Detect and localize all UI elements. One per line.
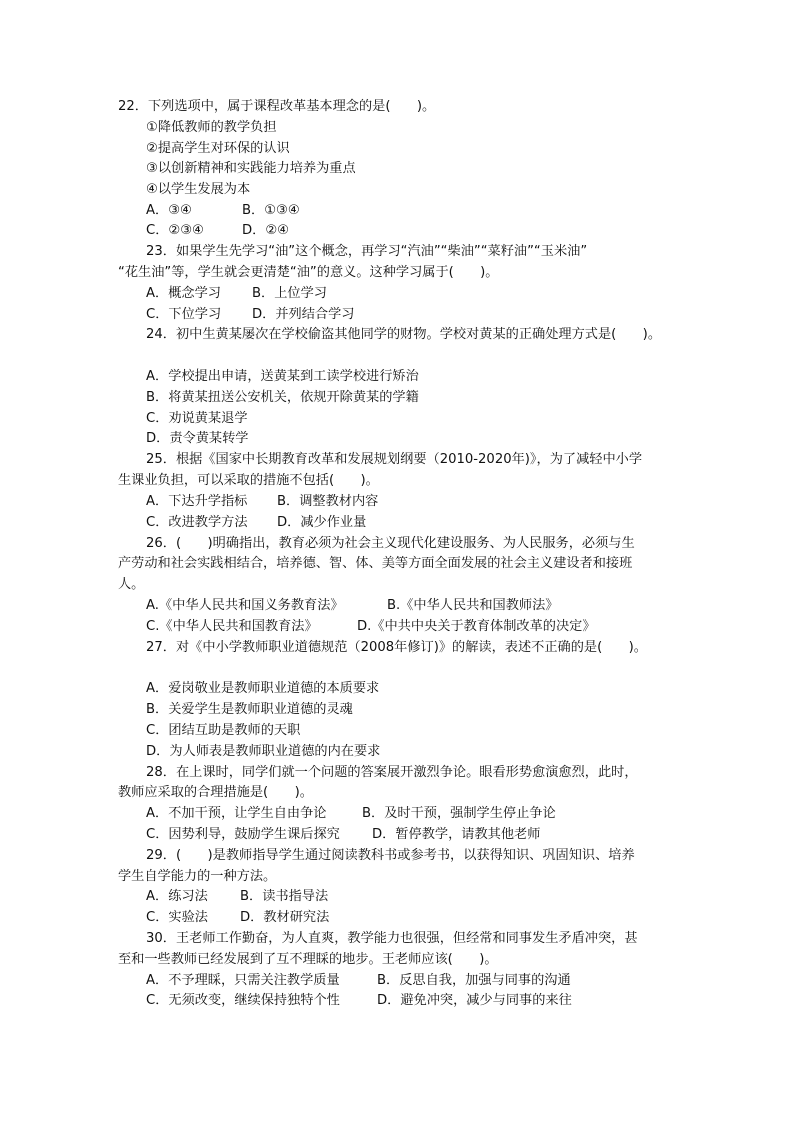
q26-stem-line-1: 26．( )明确指出，教育必须为社会主义现代化建设服务、为人民服务，必须与生 xyxy=(146,536,635,551)
q22-option-d[interactable]: D．②④ xyxy=(242,223,289,238)
q25-option-a[interactable]: A．下达升学指标 xyxy=(146,494,248,509)
q29-options-row-2 xyxy=(146,908,726,928)
q22-option-c[interactable]: C．②③④ xyxy=(146,223,204,238)
q23-option-c[interactable]: C．下位学习 xyxy=(146,307,222,322)
q30-options-row-2 xyxy=(146,991,726,1011)
q27-stem: 27．对《中小学教师职业道德规范（2008年修订)》的解读，表述不正确的是( )。 xyxy=(146,640,647,655)
q26-option-a[interactable]: A.《中华人民共和国义务教育法》 xyxy=(146,598,344,613)
q27-option-d[interactable]: D．为人师表是教师职业道德的内在要求 xyxy=(146,744,381,759)
q26-option-d[interactable]: D.《中共中央关于教育体制改革的决定》 xyxy=(357,619,596,634)
q29-stem-line-1: 29．( )是教师指导学生通过阅读教科书或参考书，以获得知识、巩固知识、培养 xyxy=(146,848,635,863)
q22-stem: 22．下列选项中，属于课程改革基本理念的是( )。 xyxy=(118,99,436,114)
q23-stem-line-1: 23．如果学生先学习“油”这个概念，再学习“汽油”“柴油”“菜籽油”“玉米油” xyxy=(146,244,588,259)
q28-option-a[interactable]: A．不加干预，让学生自由争论 xyxy=(146,806,327,821)
q24-option-c[interactable]: C．劝说黄某退学 xyxy=(146,411,248,426)
q24-stem: 24．初中生黄某屡次在学校偷盗其他同学的财物。学校对黄某的正确处理方式是( )。 xyxy=(146,327,662,342)
q30-stem-line-2: 至和一些教师已经发展到了互不理睬的地步。王老师应该( )。 xyxy=(118,952,498,967)
q22-statement-4: ④以学生发展为本 xyxy=(146,182,251,197)
q30-option-c[interactable]: C．无须改变，继续保持独特个性 xyxy=(146,993,340,1008)
q25-options-row-1 xyxy=(146,492,726,512)
q28-option-d[interactable]: D．暂停教学，请教其他老师 xyxy=(372,827,541,842)
q29-options-row-1 xyxy=(146,887,726,907)
q25-options-row-2 xyxy=(146,513,726,533)
q25-stem-line-1: 25．根据《国家中长期教育改革和发展规划纲要（2010-2020年)》，为了减轻中小学 xyxy=(146,452,643,467)
q26-option-b[interactable]: B.《中华人民共和国教师法》 xyxy=(387,598,559,613)
q29-option-a[interactable]: A．练习法 xyxy=(146,889,208,904)
q29-option-b[interactable]: B．读书指导法 xyxy=(240,889,329,904)
q25-option-c[interactable]: C．改进教学方法 xyxy=(146,515,248,530)
q26-options-row-2 xyxy=(146,617,726,637)
q23-options-row-1 xyxy=(146,284,726,304)
q30-option-a[interactable]: A．不予理睬，只需关注教学质量 xyxy=(146,973,340,988)
q28-option-c[interactable]: C．因势利导，鼓励学生课后探究 xyxy=(146,827,340,842)
q28-option-b[interactable]: B．及时干预，强制学生停止争论 xyxy=(362,806,556,821)
q25-option-d[interactable]: D．减少作业量 xyxy=(277,515,367,530)
q23-option-d[interactable]: D．并列结合学习 xyxy=(252,307,355,322)
q25-option-b[interactable]: B．调整教材内容 xyxy=(277,494,379,509)
q30-option-b[interactable]: B．反思自我，加强与同事的沟通 xyxy=(377,973,571,988)
q23-option-a[interactable]: A．概念学习 xyxy=(146,286,221,301)
q22-options-row-2 xyxy=(146,221,726,241)
q26-options-row-1 xyxy=(146,596,726,616)
q22-statement-3: ③以创新精神和实践能力培养为重点 xyxy=(146,161,356,176)
q25-stem-line-2: 生课业负担，可以采取的措施不包括( )。 xyxy=(118,473,379,488)
q26-option-c[interactable]: C.《中华人民共和国教育法》 xyxy=(146,619,318,634)
q30-stem-line-1: 30．王老师工作勤奋，为人直爽，教学能力也很强，但经常和同事发生矛盾冲突，甚 xyxy=(146,931,638,946)
q23-stem-line-2: “花生油”等，学生就会更清楚“油”的意义。这种学习属于( )。 xyxy=(118,265,499,280)
q28-options-row-2 xyxy=(146,825,726,845)
q22-option-b[interactable]: B．①③④ xyxy=(242,203,300,218)
q28-stem-line-2: 教师应采取的合理措施是( )。 xyxy=(118,785,313,800)
q24-option-a[interactable]: A．学校提出申请，送黄某到工读学校进行矫治 xyxy=(146,369,419,384)
q30-option-d[interactable]: D．避免冲突，减少与同事的来往 xyxy=(377,993,572,1008)
q26-stem-line-3: 人。 xyxy=(118,577,145,592)
q23-option-b[interactable]: B．上位学习 xyxy=(252,286,327,301)
q26-stem-line-2: 产劳动和社会实践相结合，培养德、智、体、美等方面全面发展的社会主义建设者和接班 xyxy=(118,556,633,571)
q29-option-d[interactable]: D．教材研究法 xyxy=(240,910,330,925)
q27-option-a[interactable]: A．爱岗敬业是教师职业道德的本质要求 xyxy=(146,681,380,696)
q29-option-c[interactable]: C．实验法 xyxy=(146,910,208,925)
q27-option-b[interactable]: B．关爱学生是教师职业道德的灵魂 xyxy=(146,702,353,717)
q22-statement-2: ②提高学生对环保的认识 xyxy=(146,141,290,156)
q23-options-row-2 xyxy=(146,305,726,325)
q29-stem-line-2: 学生自学能力的一种方法。 xyxy=(118,869,277,884)
q28-stem-line-1: 28．在上课时，同学们就一个问题的答案展开激烈争论。眼看形势愈演愈烈，此时， xyxy=(146,765,638,780)
q24-option-d[interactable]: D．责令黄某转学 xyxy=(146,431,249,446)
q27-option-c[interactable]: C．团结互助是教师的天职 xyxy=(146,723,301,738)
q24-option-b[interactable]: B．将黄某扭送公安机关，依规开除黄某的学籍 xyxy=(146,390,419,405)
q22-statement-1: ①降低教师的教学负担 xyxy=(146,120,277,135)
q28-options-row-1 xyxy=(146,804,726,824)
q22-option-a[interactable]: A．③④ xyxy=(146,203,192,218)
q22-options-row-1 xyxy=(146,201,726,221)
q30-options-row-1 xyxy=(146,971,726,991)
